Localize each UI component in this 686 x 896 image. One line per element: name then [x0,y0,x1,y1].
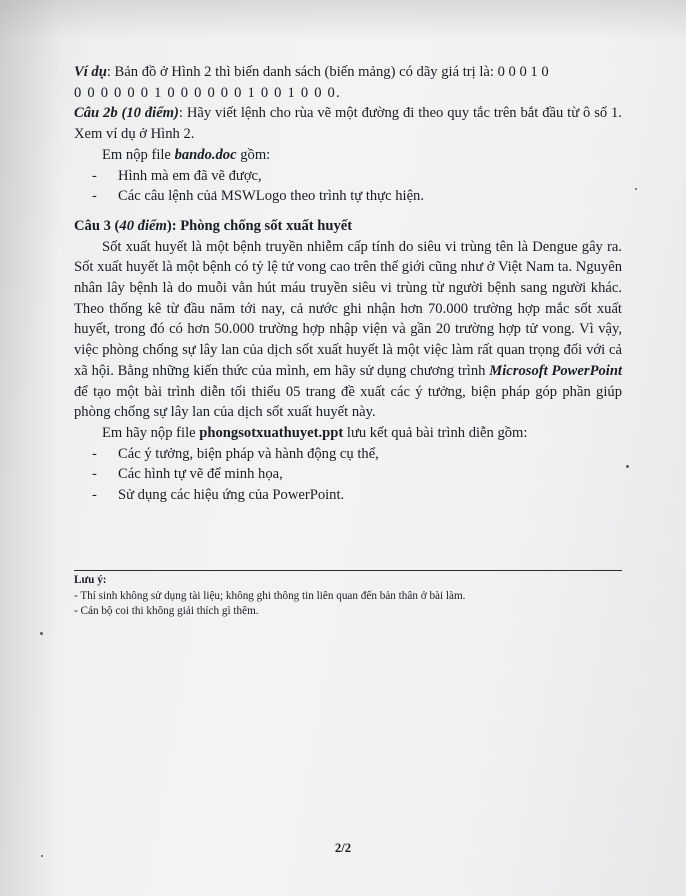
page-number: 2/2 [334,841,352,855]
paragraph-part-1: Sốt xuất huyết là một bệnh truyền nhiễm cấp tính do siêu vi trùng tên là Dengue gây ra. Sốt xuất huyết là một bệnh có tỷ lệ tử vong cao trên thế giới cũng như ở Việt Nam ta. Nguyên nhân lây bệnh là do muỗi vằn hút máu truyền siêu vi trùng từ người bệnh sang người khác. Theo thống kê từ đầu năm tới nay, cả nước ghi nhận hơn 70.000 trường hợp mắc sốt xuất huyết, trong đó có hơn 50.000 trường hợp nhập viện và gần 20 trường hợp tử vong. Vì vậy, việc phòng chống sự lây lan của dịch sốt xuất huyết là một việc làm rất quan trọng đối với cả xã hội. Bằng những kiến thức của mình, em hãy sử dụng chương trình [74,238,622,379]
bullet-dash: - [92,487,97,504]
section-gap [74,207,622,216]
list-item [74,166,622,187]
paper-speck [635,188,637,190]
app-name: Microsoft PowerPoint [489,362,623,379]
top-shadow [0,0,686,40]
list-item-text: Các ý tưởng, biện pháp và hành động cụ thể, [118,445,379,462]
question-2b-label: Câu 2b (10 điểm) [74,105,179,122]
example-paragraph [74,62,622,83]
list-item-text: Sử dụng các hiệu ứng của PowerPoint. [118,487,345,504]
submit-1-pre: Em nộp file [102,146,175,163]
list-item [74,464,622,485]
list-item-text: Các hình tự vẽ để minh họa, [118,466,283,483]
submit-2-post: lưu kết quả bài trình diễn gồm: [343,424,528,441]
left-shadow [0,0,60,896]
example-text: : Bản đồ ở Hình 2 thì biến danh sách (biến mảng) có dãy giá trị là: 0 0 0 1 0 [106,64,549,80]
paper-speck [40,632,43,635]
paper-speck [626,465,629,468]
notes-title: Lưu ý: [74,574,107,586]
note-item: - Thí sinh không sử dụng tài liệu; không ghi thông tin liên quan đến bản thân ở bài làm. [74,589,466,602]
submit-instruction-2 [74,423,622,444]
note-item: - Cán bộ coi thi không giải thích gì thêm. [74,605,259,618]
paragraph-part-2: để tạo một bài trình diễn tối thiểu 05 trang đề xuất các ý tưởng, biện pháp góp phần giúp phòng chống sự lây lan của dịch sốt xuất huyết này. [74,383,622,421]
example-label: Ví dụ [74,64,107,80]
question-2b [74,103,622,144]
submit-list-2 [74,444,622,506]
notes-section [74,573,622,620]
list-item [74,186,622,207]
question-3-paragraph [74,237,622,423]
question-3-heading [74,216,622,237]
submit-2-pre: Em hãy nộp file [102,424,200,441]
submit-2-filename: phongsotxuathuyet.ppt [199,424,344,441]
document-body [74,62,622,506]
submit-instruction-1 [74,145,622,166]
list-item-text: Hình mà em đã vẽ được, [118,167,262,184]
bullet-dash: - [92,167,97,184]
bullet-dash: - [92,188,97,205]
example-digits: 0 0 0 0 0 0 1 0 0 0 0 0 0 1 0 0 1 0 0 0. [74,84,341,101]
submit-list-1 [74,166,622,207]
question-2b-text: : Hãy viết lệnh cho rùa vẽ một đường đi theo quy tắc trên bắt đầu từ ô số 1. Xem ví dụ ở Hình 2. [74,105,623,143]
submit-1-post: gồm: [236,146,271,163]
list-item [74,444,622,465]
bullet-dash: - [92,466,97,483]
question-3-title: ): Phòng chống sốt xuất huyết [166,217,353,234]
submit-1-filename: bando.doc [174,146,237,163]
list-item-text: Các câu lệnh của MSWLogo theo trình tự thực hiện. [118,188,424,205]
bullet-dash: - [92,445,97,462]
question-3-points: 40 điểm [119,217,167,234]
notes-divider [74,570,622,571]
question-3-label: Câu 3 ( [74,217,120,234]
list-item [74,485,622,506]
